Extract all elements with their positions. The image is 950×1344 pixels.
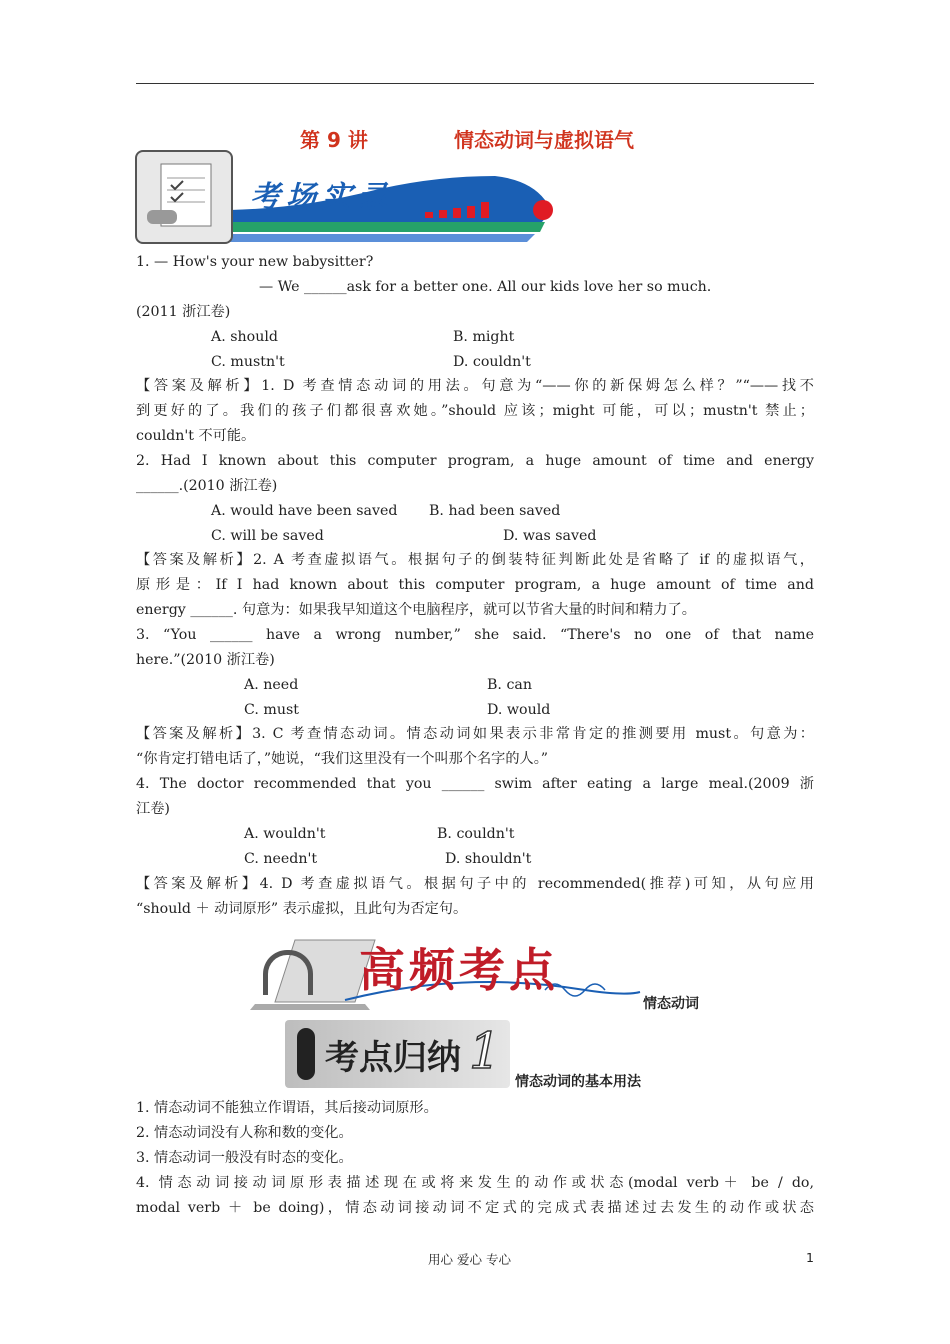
q4-option-d: D. shouldn't <box>445 851 532 867</box>
q3-answer-1: 【答案及解析】3. C 考查情态动词。情态动词如果表示非常肯定的推测要用 must。句意为： <box>136 726 814 742</box>
q4-option-a: A. wouldn't <box>244 826 326 842</box>
q4-answer-2: “should ＋ 动词原形” 表示虚拟，且此句为否定句。 <box>136 901 468 917</box>
q1-option-b: B. might <box>453 329 515 345</box>
lesson-number: 第 9 讲 <box>300 128 368 152</box>
q3-answer-2: “你肯定打错电话了，”她说，“我们这里没有一个叫那个名字的人。” <box>136 751 549 767</box>
q1-option-c: C. mustn't <box>211 354 285 370</box>
summary-tab-marker <box>297 1028 315 1080</box>
q1-option-d: D. couldn't <box>453 354 531 370</box>
q4-option-c: C. needn't <box>244 851 318 867</box>
q1-answer-1: 【答案及解析】1. D 考查情态动词的用法。句意为“——你的新保姆怎么样？”“——找不 <box>136 378 814 394</box>
summary-title: 考点归纳 <box>325 1038 461 1078</box>
q4-option-b: B. couldn't <box>437 826 515 842</box>
high-frequency-title: 高频考点 <box>359 943 559 997</box>
q2-option-b: B. had been saved <box>429 503 561 519</box>
q2-answer-1: 【答案及解析】2. A 考查虚拟语气。根据句子的倒装特征判断此处是省略了 if 的虚拟语气， <box>136 552 814 568</box>
q1-answer-2: 到更好的了。我们的孩子们都很喜欢她。”should 应该；might 可能，可以；mustn't 禁止； <box>136 403 814 419</box>
lesson-topic: 情态动词与虚拟语气 <box>454 128 634 152</box>
q3-option-b: B. can <box>487 677 532 693</box>
subsection-label: 情态动词的基本用法 <box>515 1074 641 1090</box>
q3-line2: here.”(2010 浙江卷) <box>136 652 275 668</box>
q2-line2: ______.(2010 浙江卷) <box>136 478 278 494</box>
q2-option-c: C. will be saved <box>211 528 324 544</box>
page-title <box>0 124 950 152</box>
q4-stem: 4. The doctor recommended that you ______ swim after eating a large meal.(2009 浙 <box>136 776 814 792</box>
q2-stem: 2. Had I known about this computer program, a huge amount of time and energy <box>136 453 814 469</box>
notepad-icon <box>135 150 233 244</box>
point-2: 2. 情态动词没有人称和数的变化。 <box>136 1125 353 1141</box>
summary-number: 1 <box>469 1022 501 1080</box>
footer-slogan: 用心 爱心 专心 <box>428 1252 511 1267</box>
q3-option-d: D. would <box>487 702 551 718</box>
q1-line2: — We ______ask for a better one. All our kids love her so much. <box>259 279 712 295</box>
point-4-continued: modal verb ＋ be doing)，情态动词接动词不定式的完成式表描述过去发生的动作或状态 <box>136 1200 814 1216</box>
header-rule <box>136 83 814 84</box>
q1-answer-3: couldn't 不可能。 <box>136 428 256 444</box>
page-number: 1 <box>806 1250 814 1265</box>
q1-source: (2011 浙江卷) <box>136 304 231 320</box>
q2-option-a: A. would have been saved <box>211 503 398 519</box>
q4-line2: 江卷) <box>136 801 170 817</box>
point-4: 4. 情态动词接动词原形表描述现在或将来发生的动作或状态(modal verb＋ be / do, <box>136 1175 814 1191</box>
point-1: 1. 情态动词不能独立作谓语，其后接动词原形。 <box>136 1100 438 1116</box>
q2-answer-3: energy ______. 句意为：如果我早知道这个电脑程序，就可以节省大量的时间和精力了。 <box>136 602 696 618</box>
q3-stem: 3. “You ______ have a wrong number,” she said. “There's no one of that name <box>136 627 814 643</box>
q3-option-c: C. must <box>244 702 299 718</box>
q2-option-d: D. was saved <box>503 528 597 544</box>
high-frequency-banner <box>245 930 645 1010</box>
q1-stem: 1. — How's your new babysitter? <box>136 254 374 270</box>
exam-record-banner <box>135 150 560 245</box>
point-3: 3. 情态动词一般没有时态的变化。 <box>136 1150 353 1166</box>
q2-answer-2: 原形是：If I had known about this computer program, a huge amount of time and <box>136 577 814 593</box>
exam-record-title: 考场实录 <box>250 180 394 215</box>
section-label-modal-verbs: 情态动词 <box>643 996 699 1012</box>
q4-answer-1: 【答案及解析】4. D 考查虚拟语气。根据句子中的 recommended(推荐)可知，从句应用 <box>136 876 814 892</box>
summary-banner <box>285 1020 510 1088</box>
headphones-icon <box>263 950 313 995</box>
q1-option-a: A. should <box>211 329 278 345</box>
q3-option-a: A. need <box>244 677 299 693</box>
